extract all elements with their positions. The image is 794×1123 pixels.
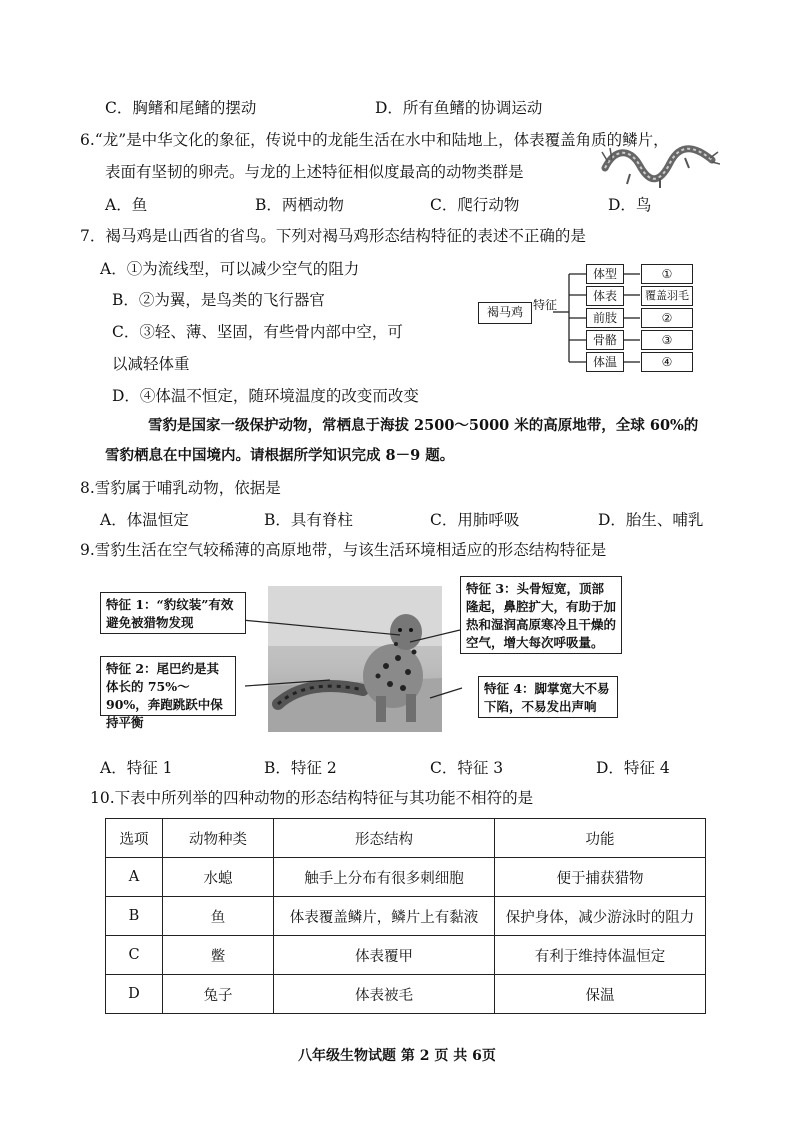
q6-stem-line2: 表面有坚韧的卵壳。与龙的上述特征相似度最高的动物类群是 (105, 163, 524, 181)
q5-option-c: C．胸鳍和尾鳍的摆动 (105, 99, 257, 117)
q9-feature2-box: 特征 2：尾巴约是其体长的 75%～90%，奔跑跳跃中保持平衡 (100, 656, 236, 716)
table-row (106, 975, 706, 1014)
table-cell: B (106, 897, 163, 936)
q9-feature1-box: 特征 1：“豹纹装”有效避免被猎物发现 (100, 592, 246, 634)
table-cell: 保护身体，减少游泳时的阻力 (495, 897, 706, 936)
table-row (106, 858, 706, 897)
q10-stem: 10.下表中所列举的四种动物的形态结构特征与其功能不相符的是 (90, 789, 534, 807)
table-cell: 鱼 (163, 897, 274, 936)
q6-option-c: C．爬行动物 (430, 196, 520, 214)
table-header-row (106, 819, 706, 858)
q6-option-a: A．鱼 (105, 196, 148, 214)
q8-option-a: A．体温恒定 (100, 511, 189, 529)
passage-line2: 雪豹栖息在中国境内。请根据所学知识完成 8－9 题。 (105, 447, 455, 464)
q5-option-d: D．所有鱼鳍的协调运动 (375, 99, 543, 117)
q8-option-c: C．用肺呼吸 (430, 511, 520, 529)
q7-diagram-name-0: 体型 (586, 264, 624, 284)
q9-feature4-box: 特征 4：脚掌宽大不易下陷，不易发出声响 (478, 676, 618, 718)
q9-option-c: C．特征 3 (430, 759, 504, 777)
q7-option-d: D．④体温不恒定，随环境温度的改变而改变 (112, 387, 419, 405)
table-cell: 保温 (495, 975, 706, 1014)
table-header-cell: 形态结构 (274, 819, 495, 858)
q10-table (105, 818, 706, 1014)
q7-option-c-line1: C．③轻、薄、坚固，有些骨内部中空，可 (112, 323, 403, 341)
table-cell: 水螅 (163, 858, 274, 897)
q6-option-b: B．两栖动物 (255, 196, 344, 214)
q9-feature3-box: 特征 3：头骨短宽，顶部隆起，鼻腔扩大，有助于加热和湿润高原寒冷且干燥的空气，增大每次呼吸量。 (460, 576, 622, 654)
q7-diagram-value-3: ③ (641, 330, 693, 350)
table-cell: A (106, 858, 163, 897)
table-header-cell: 动物种类 (163, 819, 274, 858)
q6-stem-line1: 6.“龙”是中华文化的象征，传说中的龙能生活在水中和陆地上，体表覆盖角质的鳞片， (80, 131, 669, 149)
page-footer: 八年级生物试题 第 2 页 共 6页 (298, 1048, 496, 1064)
q7-diagram-value-0: ① (641, 264, 693, 284)
table-cell: 体表覆甲 (274, 936, 495, 975)
q8-stem: 8.雪豹属于哺乳动物，依据是 (80, 479, 281, 497)
q6-option-d: D．鸟 (608, 196, 652, 214)
table-cell: 兔子 (163, 975, 274, 1014)
table-cell: 有利于维持体温恒定 (495, 936, 706, 975)
q7-diagram-name-3: 骨骼 (586, 330, 624, 350)
table-cell: 触手上分布有很多刺细胞 (274, 858, 495, 897)
q7-diagram-value-2: ② (641, 308, 693, 328)
q9-option-a: A．特征 1 (100, 759, 173, 777)
table-header-cell: 功能 (495, 819, 706, 858)
table-cell: 鳖 (163, 936, 274, 975)
q7-diagram-name-2: 前肢 (586, 308, 624, 328)
q9-connector-lines (230, 600, 490, 710)
q8-option-b: B．具有脊柱 (264, 511, 353, 529)
q7-diagram-edge-label: 特征 (533, 298, 558, 312)
q7-diagram-value-4: ④ (641, 352, 693, 372)
table-row (106, 897, 706, 936)
q9-option-b: B．特征 2 (264, 759, 337, 777)
q7-diagram-name-4: 体温 (586, 352, 624, 372)
table-header-cell: 选项 (106, 819, 163, 858)
q9-option-d: D．特征 4 (596, 759, 670, 777)
table-cell: C (106, 936, 163, 975)
q8-option-d: D．胎生、哺乳 (598, 511, 704, 529)
q7-diagram-value-1: 覆盖羽毛 (641, 286, 693, 306)
q7-diagram-root: 褐马鸡 (478, 302, 532, 324)
q7-stem: 7．褐马鸡是山西省的省鸟。下列对褐马鸡形态结构特征的表述不正确的是 (80, 227, 586, 245)
dragon-image (600, 138, 720, 190)
table-cell: 体表覆盖鳞片，鳞片上有黏液 (274, 897, 495, 936)
q7-option-a: A．①为流线型，可以减少空气的阻力 (100, 260, 360, 278)
q7-option-b: B．②为翼，是鸟类的飞行器官 (112, 291, 325, 309)
table-cell: 便于捕获猎物 (495, 858, 706, 897)
q7-option-c-line2: 以减轻体重 (112, 355, 190, 373)
passage-line1: 雪豹是国家一级保护动物，常栖息于海拔 2500～5000 米的高原地带，全球 60%的 (148, 417, 699, 434)
table-cell: 体表被毛 (274, 975, 495, 1014)
table-cell: D (106, 975, 163, 1014)
table-row (106, 936, 706, 975)
q9-stem: 9.雪豹生活在空气较稀薄的高原地带，与该生活环境相适应的形态结构特征是 (80, 541, 607, 559)
q7-diagram-name-1: 体表 (586, 286, 624, 306)
